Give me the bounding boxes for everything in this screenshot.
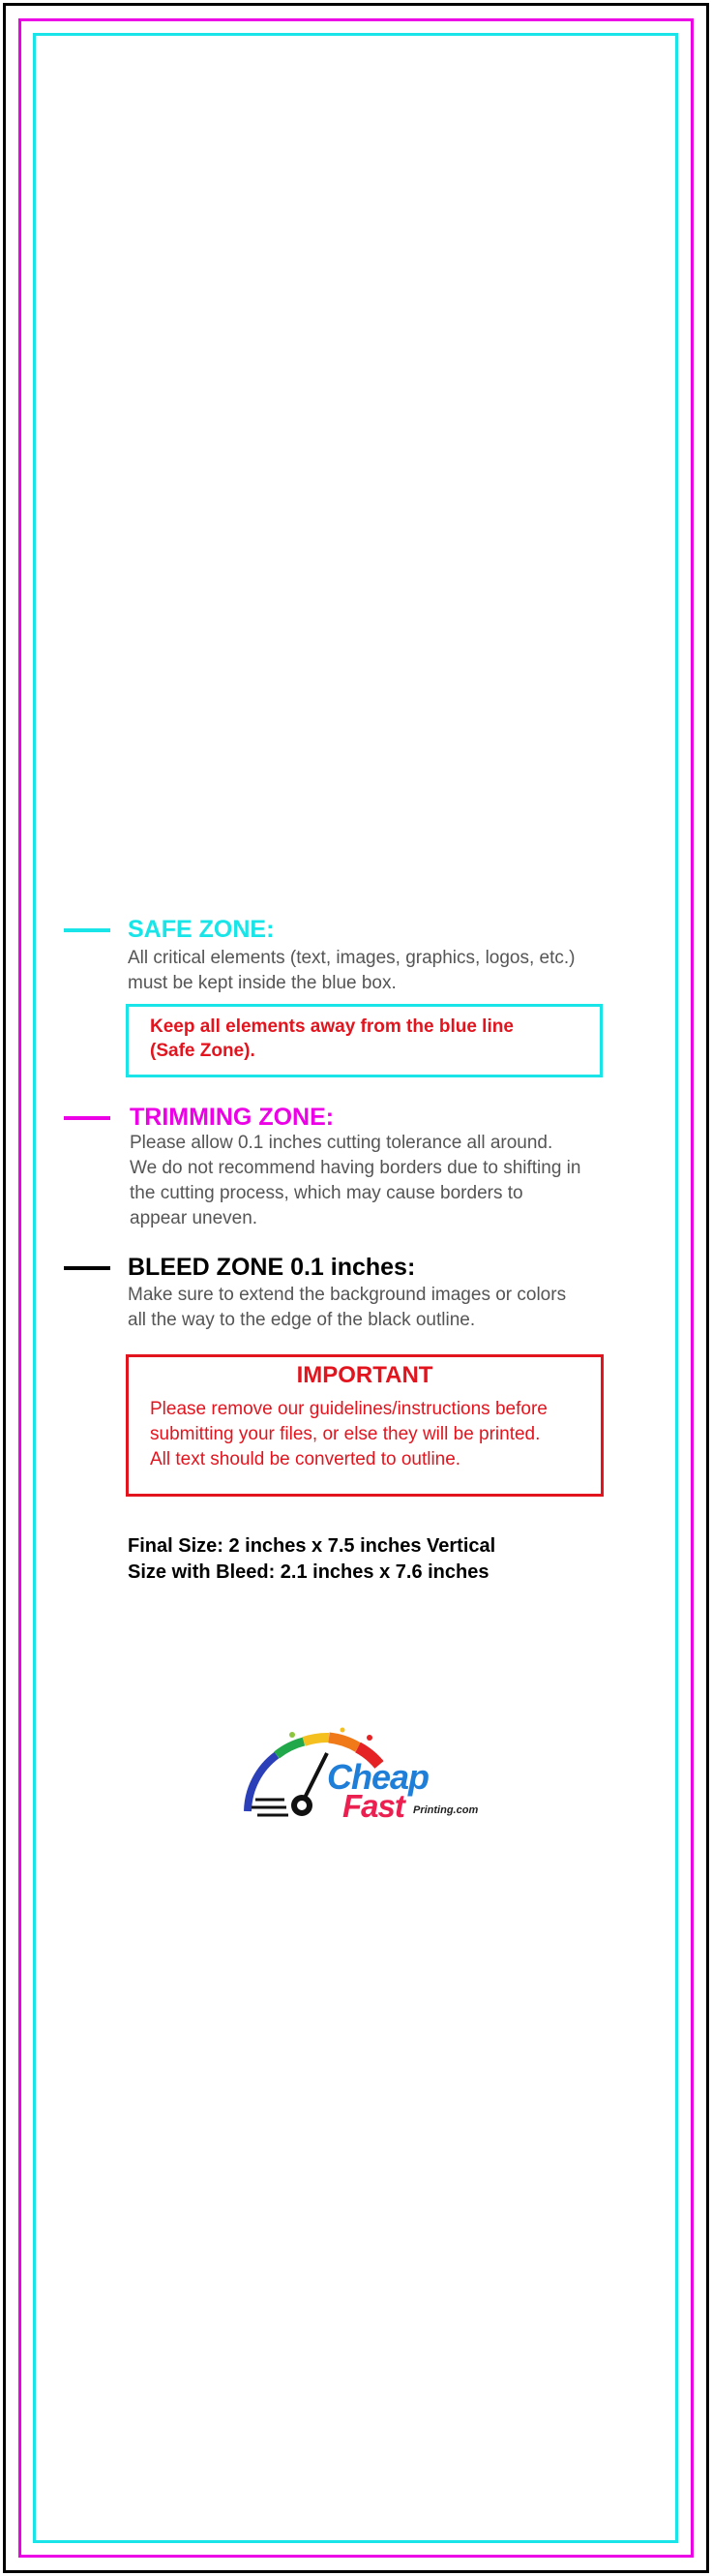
safe-zone-callout <box>126 1004 603 1077</box>
safe-zone-callout-text <box>150 1015 514 1063</box>
trimming-zone-line: appear uneven. <box>130 1208 258 1228</box>
bleed-zone-line: all the way to the edge of the black outline. <box>128 1310 476 1330</box>
size-info <box>128 1533 495 1586</box>
callout-line: Keep all elements away from the blue line <box>150 1016 514 1037</box>
trimming-zone-description <box>130 1131 580 1231</box>
important-notice <box>126 1354 604 1497</box>
bleed-zone-line: Make sure to extend the background images or colors <box>128 1285 567 1305</box>
final-size: Final Size: 2 inches x 7.5 inches Vertical <box>128 1535 496 1557</box>
important-text <box>150 1397 548 1472</box>
trimming-zone-line: We do not recommend having borders due to shifting in <box>130 1158 581 1178</box>
safe-zone-heading: SAFE ZONE: <box>128 916 275 943</box>
safe-zone-swatch <box>64 928 110 932</box>
important-line: submitting your files, or else they will be printed. <box>150 1424 541 1444</box>
safe-zone-description <box>128 946 576 996</box>
trimming-zone-heading: TRIMMING ZONE: <box>130 1104 335 1131</box>
trimming-zone-line: the cutting process, which may cause borders to <box>130 1183 523 1203</box>
logo-word-printing: Printing.com <box>413 1804 479 1816</box>
bleed-zone-description <box>128 1283 566 1333</box>
logo-word-fast: Fast <box>342 1788 404 1824</box>
bleed-zone-swatch <box>64 1266 110 1270</box>
brand-logo <box>234 1726 486 1823</box>
bleed-size: Size with Bleed: 2.1 inches x 7.6 inches <box>128 1561 490 1583</box>
logo-word-cheap: Cheap <box>327 1757 430 1797</box>
trimming-zone-line: Please allow 0.1 inches cutting tolerance all around. <box>130 1133 553 1153</box>
callout-line: (Safe Zone). <box>150 1041 255 1061</box>
important-title: IMPORTANT <box>296 1362 433 1388</box>
trimming-zone-swatch <box>64 1116 110 1120</box>
bleed-zone-heading: BLEED ZONE 0.1 inches: <box>128 1254 416 1281</box>
important-line: Please remove our guidelines/instructions before <box>150 1399 548 1419</box>
safe-zone-line: must be kept inside the blue box. <box>128 973 397 993</box>
important-line: All text should be converted to outline. <box>150 1449 461 1470</box>
safe-zone-line: All critical elements (text, images, graphics, logos, etc.) <box>128 948 576 968</box>
